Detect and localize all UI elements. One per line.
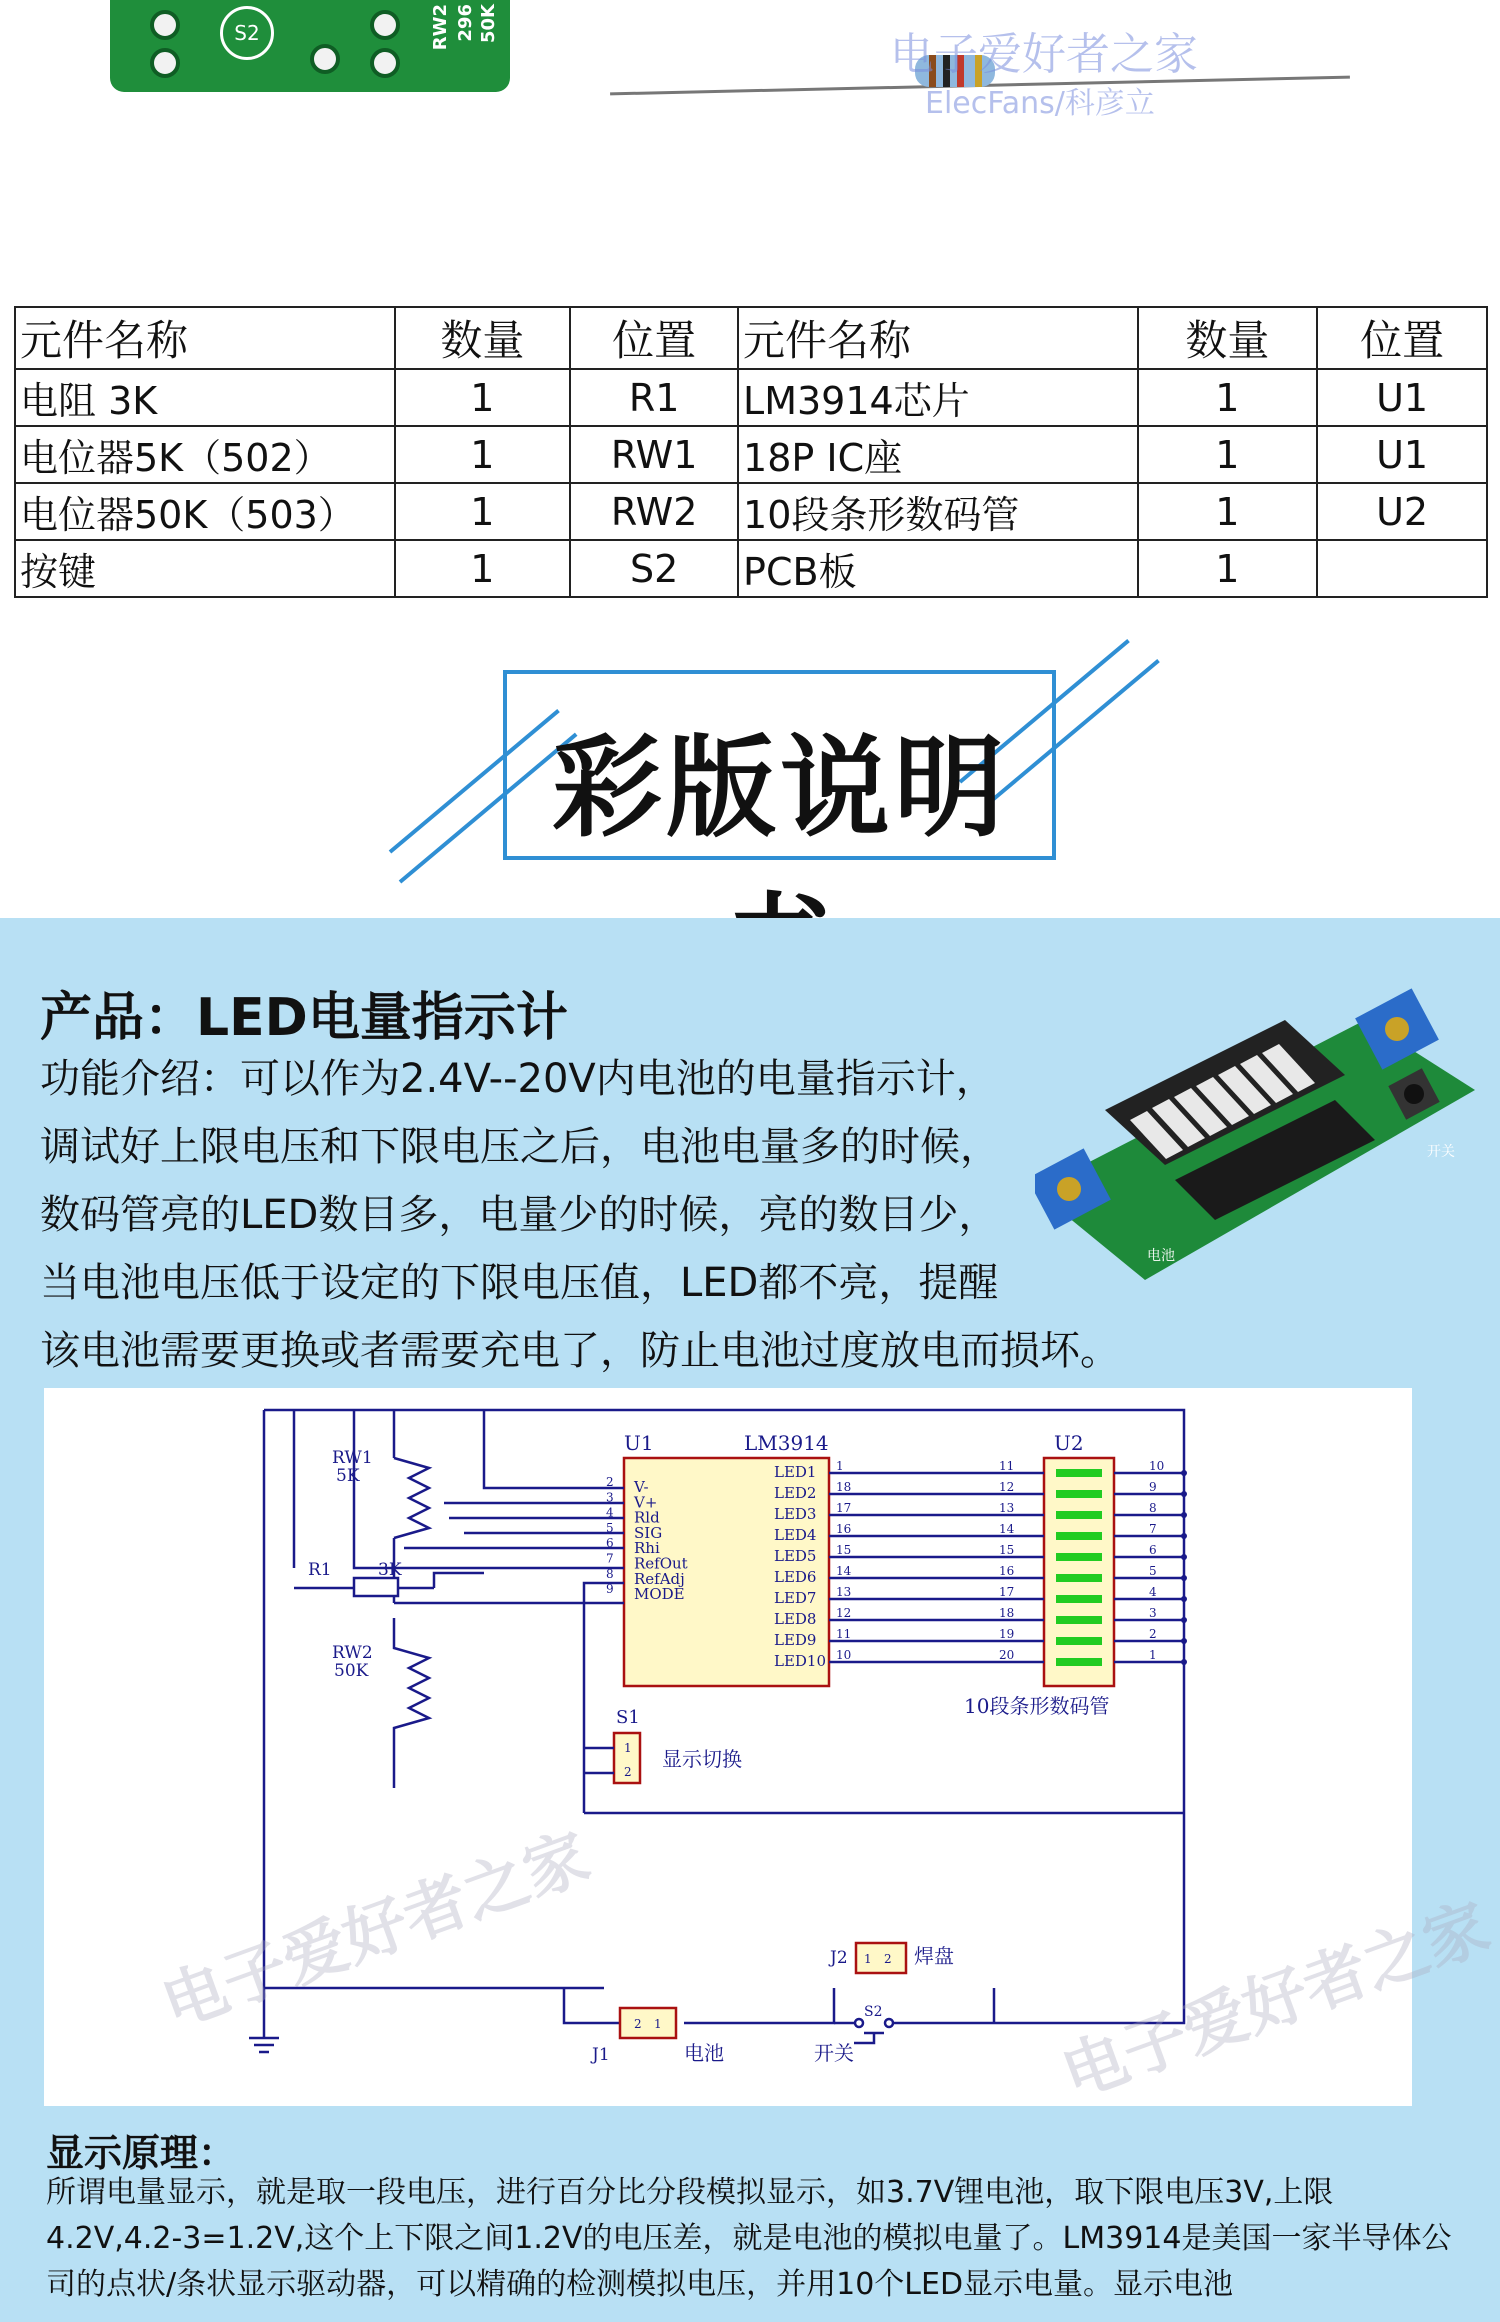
chip-pin-name: LED9 <box>774 1631 817 1649</box>
led-segment <box>1056 1616 1102 1624</box>
table-row <box>15 369 1487 426</box>
table-cell: 1 <box>395 540 571 597</box>
led-segment <box>1056 1490 1102 1498</box>
watermark: 电子爱好者之家 <box>1052 1890 1500 2114</box>
table-cell: 1 <box>1138 426 1318 483</box>
table-cell: LM3914芯片 <box>738 369 1137 426</box>
table-cell: RW2 <box>570 483 738 540</box>
rw2-label: RW2 <box>332 1643 373 1663</box>
chip-pin-number: 16 <box>836 1522 852 1536</box>
pcb-hole <box>150 10 180 40</box>
display-pin-number: 18 <box>999 1606 1015 1620</box>
table-cell: S2 <box>570 540 738 597</box>
watermark: ElecFans/科彦立 <box>925 86 1155 121</box>
display-pin-number: 4 <box>1149 1585 1157 1599</box>
chip-pin-name: LED2 <box>774 1484 817 1502</box>
chip-pin-name: Rhi <box>634 1539 660 1558</box>
intro-line: 调试好上限电压和下限电压之后，电池电量多的时候， <box>40 1124 1000 1170</box>
display-pin-number: 2 <box>1149 1627 1157 1641</box>
pcb-hole <box>310 44 340 74</box>
rw2-value: 50K <box>334 1661 369 1681</box>
display-pin-number: 8 <box>1149 1501 1157 1515</box>
product-photo <box>1035 980 1475 1320</box>
chip-pin-number: 15 <box>836 1543 852 1557</box>
pcb-hole <box>370 48 400 78</box>
intro-line: 数码管亮的LED数目多，电量少的时候，亮的数目少， <box>40 1192 999 1238</box>
display-pin-number: 11 <box>999 1459 1015 1473</box>
table-cell: 电阻 3K <box>15 369 395 426</box>
table-cell: U1 <box>1317 426 1487 483</box>
chip-pin-name: LED3 <box>774 1505 817 1523</box>
display-pin-number: 3 <box>1149 1606 1157 1620</box>
table-cell: 10段条形数码管 <box>738 483 1137 540</box>
pcb-silkscreen-label: 50K <box>478 4 499 43</box>
chip-pin-number: 7 <box>606 1551 614 1566</box>
led-segment <box>1056 1469 1102 1477</box>
chip-pin-name: RefOut <box>634 1554 688 1573</box>
intro-line: 该电池需要更换或者需要充电了，防止电池过度放电而损坏。 <box>40 1328 1120 1374</box>
s2-function-label: 开关 <box>814 2041 854 2065</box>
chip-pin-name: LED7 <box>774 1589 817 1607</box>
chip-pin-number: 6 <box>606 1536 614 1551</box>
chip-pin-name: SIG <box>634 1523 663 1542</box>
table-row <box>15 540 1487 597</box>
column-header: 元件名称 <box>738 307 1137 369</box>
display-pin-number: 15 <box>999 1543 1015 1557</box>
display-principle-body: 所谓电量显示，就是取一段电压，进行百分比分段模拟显示，如3.7V锂电池，取下限电压3V,上限4.2V,4.2-3=1.2V,这个上下限之间1.2V的电压差，就是电池的模拟电量了。LM3914是美国一家半导体公司的点状/条状显示驱动器，可以精确的检测模拟电压，并用10个LED显示电量。显示电池 <box>46 2175 1452 2302</box>
chip-pin-name: MODE <box>634 1585 685 1604</box>
wire-junction <box>1181 1659 1187 1665</box>
chip-name: LM3914 <box>744 1431 829 1455</box>
display-pin-number: 10 <box>1149 1459 1165 1473</box>
display-pin-number: 9 <box>1149 1480 1157 1494</box>
led-segment <box>1056 1595 1102 1603</box>
display-pin-number: 19 <box>999 1627 1015 1641</box>
watermark: 电子爱好者之家 <box>890 29 1198 80</box>
switch-footprint <box>220 6 274 60</box>
chip-pin-name: LED5 <box>774 1547 817 1565</box>
display-pin-number: 20 <box>999 1648 1015 1662</box>
pcb-hole <box>370 10 400 40</box>
top-photo-strip <box>0 0 1500 300</box>
chip-pin-number: 8 <box>606 1566 614 1581</box>
parts-table <box>14 306 1488 598</box>
r1-label: R1 <box>308 1560 332 1580</box>
table-row <box>15 426 1487 483</box>
table-cell: 1 <box>395 426 571 483</box>
chip-pin-name: LED1 <box>774 1463 817 1481</box>
j1-label: J1 <box>592 2045 610 2065</box>
table-cell: 电位器50K（503） <box>15 483 395 540</box>
pcb-switch-label: S2 <box>234 21 260 45</box>
s2-label: S2 <box>864 2004 883 2020</box>
chip-pin-number: 18 <box>836 1480 852 1494</box>
wire-junction <box>1181 1617 1187 1623</box>
table-header-row <box>15 307 1487 369</box>
j2-pin1: 1 <box>864 1952 872 1966</box>
table-cell: 1 <box>395 369 571 426</box>
chip-pin-number: 9 <box>606 1582 614 1597</box>
table-cell: 电位器5K（502） <box>15 426 395 483</box>
s1-label: S1 <box>616 1707 640 1728</box>
chip-pin-name: LED6 <box>774 1568 817 1586</box>
display-principle-title: 显示原理： <box>46 2131 237 2175</box>
display-pin-number: 14 <box>999 1522 1015 1536</box>
j1-pin1: 1 <box>654 2017 662 2031</box>
rw1-value: 5K <box>336 1466 360 1486</box>
chip-pin-name: V+ <box>634 1493 658 1512</box>
intro-line: 功能介绍：可以作为2.4V--20V内电池的电量指示计， <box>40 1056 996 1102</box>
photo-label-battery: 电池 <box>1147 1248 1175 1264</box>
u1-label: U1 <box>624 1431 654 1455</box>
chip-pin-number: 5 <box>606 1520 614 1535</box>
s1-function-label: 显示切换 <box>662 1747 742 1771</box>
pcb-board-photo <box>110 0 510 92</box>
column-header: 位置 <box>1317 307 1487 369</box>
table-cell: 1 <box>395 483 571 540</box>
table-cell: 1 <box>1138 540 1318 597</box>
chip-pin-number: 10 <box>836 1648 852 1662</box>
intro-line: 当电池电压低于设定的下限电压值，LED都不亮，提醒 <box>40 1260 999 1306</box>
display-pin-number: 12 <box>999 1480 1015 1494</box>
led-segment <box>1056 1637 1102 1645</box>
bar-display-label: 10段条形数码管 <box>964 1694 1110 1718</box>
chip-pin-number: 2 <box>606 1475 614 1489</box>
table-cell: 18P IC座 <box>738 426 1137 483</box>
j1-function-label: 电池 <box>684 2041 724 2065</box>
led-segment <box>1056 1532 1102 1540</box>
pcb-silkscreen-label: RW2 <box>430 4 451 51</box>
chip-pin-number: 4 <box>606 1505 614 1520</box>
led-segment <box>1056 1574 1102 1582</box>
chip-pin-name: LED8 <box>774 1610 817 1628</box>
manual-heading: 彩版说明 <box>552 724 1008 852</box>
led-segment <box>1056 1553 1102 1561</box>
display-pin-number: 13 <box>999 1501 1015 1515</box>
j2-pin2: 2 <box>884 1952 892 1966</box>
s1-pin2: 2 <box>624 1765 632 1779</box>
table-cell: PCB板 <box>738 540 1137 597</box>
chip-pin-name: LED4 <box>774 1526 817 1544</box>
photo-label-switch: 开关 <box>1427 1144 1455 1160</box>
display-pin-number: 7 <box>1149 1522 1157 1536</box>
column-header: 数量 <box>1138 307 1318 369</box>
chip-pin-number: 17 <box>836 1501 852 1515</box>
column-header: 位置 <box>570 307 738 369</box>
table-cell: 1 <box>1138 369 1318 426</box>
r1-value: 3K <box>378 1560 402 1580</box>
u2-label: U2 <box>1054 1431 1084 1455</box>
display-pin-number: 1 <box>1149 1648 1157 1662</box>
wire-junction <box>1181 1512 1187 1518</box>
s1-pin1: 1 <box>624 1741 632 1755</box>
table-cell: U2 <box>1317 483 1487 540</box>
column-header: 元件名称 <box>15 307 395 369</box>
display-pin-number: 5 <box>1149 1564 1157 1578</box>
chip-pin-name: V- <box>634 1478 649 1496</box>
display-pin-number: 6 <box>1149 1543 1157 1557</box>
led-segment <box>1056 1658 1102 1666</box>
chip-pin-number: 13 <box>836 1585 852 1599</box>
display-pin-number: 16 <box>999 1564 1015 1578</box>
table-cell: R1 <box>570 369 738 426</box>
chip-pin-number: 3 <box>606 1490 614 1505</box>
wire-junction <box>1181 1596 1187 1602</box>
wire-junction <box>1181 1554 1187 1560</box>
table-cell: 1 <box>1138 483 1318 540</box>
chip-pin-name: RefAdj <box>634 1569 685 1588</box>
wire-junction <box>1181 1491 1187 1497</box>
product-title: 产品：LED电量指示计 <box>40 988 568 1048</box>
pcb-hole <box>150 48 180 78</box>
table-row <box>15 483 1487 540</box>
chip-pin-number: 12 <box>836 1606 852 1620</box>
rw1-label: RW1 <box>332 1448 373 1468</box>
wire-junction <box>1181 1470 1187 1476</box>
wire-junction <box>1181 1638 1187 1644</box>
chip-pin-number: 14 <box>836 1564 852 1578</box>
watermark: 电子爱好者之家 <box>152 1820 600 2044</box>
table-cell: RW1 <box>570 426 738 483</box>
table-cell: 按键 <box>15 540 395 597</box>
j2-label: J2 <box>830 1948 848 1968</box>
display-pin-number: 17 <box>999 1585 1015 1599</box>
table-cell: U1 <box>1317 369 1487 426</box>
chip-pin-number: 1 <box>836 1459 844 1473</box>
wire-junction <box>1181 1575 1187 1581</box>
chip-pin-number: 11 <box>836 1627 852 1641</box>
wire-junction <box>1181 1533 1187 1539</box>
led-segment <box>1056 1511 1102 1519</box>
j1-pin2: 2 <box>634 2017 642 2031</box>
chip-pin-name: LED10 <box>774 1652 827 1670</box>
chip-pin-name: Rld <box>634 1508 660 1527</box>
column-header: 数量 <box>395 307 571 369</box>
pcb-silkscreen-label: 296 <box>455 4 476 42</box>
table-cell <box>1317 540 1487 597</box>
j2-function-label: 焊盘 <box>914 1944 954 1968</box>
